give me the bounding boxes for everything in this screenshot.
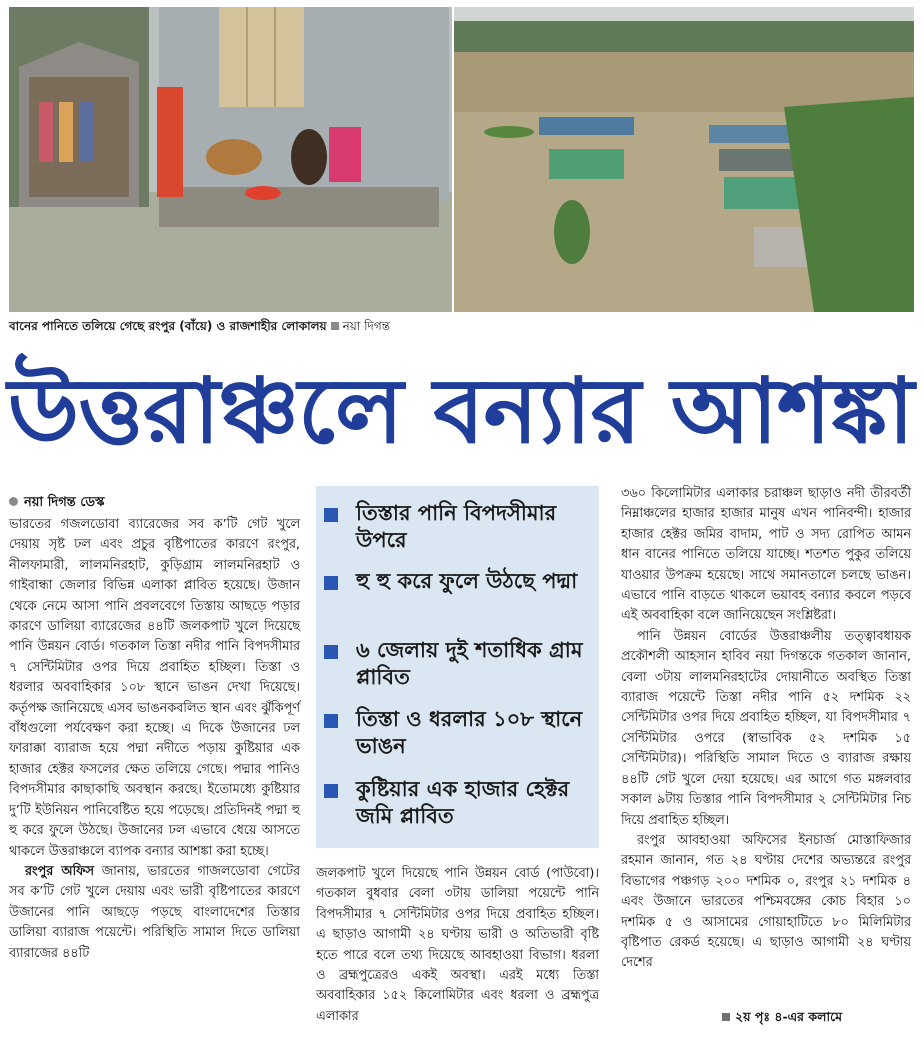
column3-paragraph-3: রংপুর আবহাওয়া অফিসের ইনচার্জ মোস্তাফিজার রহমান জানান, গত ২৪ ঘণ্টায় দেশের অভ্যন্তরে রংপুর বিভাগের পঞ্চগড় ২০০ দশমিক ০, রংপুর ২১ দশমিক ৪ এবং উজানে ভারতের পশ্চিমবঙ্গের কোচ বিহার ১০ দশমিক ৫ ও আসামের গোয়াহাটিতে ৮০ মিলিমিটার বৃষ্টিপাত রেকর্ড হয়েছে। এ ছাড়াও আগামী ২৪ ঘণ্টায় দেশের bbox=[621, 832, 911, 971]
square-bullet-icon bbox=[324, 508, 338, 522]
highlight-text: হু হু করে ফুলে উঠছে পদ্মা bbox=[356, 569, 578, 593]
column1-office-label: রংপুর অফিস bbox=[25, 863, 94, 879]
square-bullet-icon bbox=[324, 714, 338, 728]
continued-on-page bbox=[722, 1009, 842, 1029]
caption-source: নয়া দিগন্ত bbox=[342, 319, 390, 333]
highlights-box bbox=[316, 486, 599, 848]
byline-text: নয়া দিগন্ত ডেস্ক bbox=[24, 495, 105, 510]
caption-separator-square bbox=[331, 322, 339, 330]
column2-paragraph: জলকপাট খুলে দিয়েছে পানি উন্নয়ন বোর্ড (পাউবো)। গতকাল বুধবার বেলা ৩টায় ডালিয়া পয়েন্টে পানি বিপদসীমার ৭ সেন্টিমিটার ওপর দিয়ে প্রবাহিত হচ্ছিল। এ ছাড়াও আগামী ২৪ ঘণ্টায় ভারী ও অতিভারী বৃষ্টি হতে পারে বলে তথ্য দিয়েছে আবহাওয়া বিভাগ। ধরলা ও ব্রহ্মপুত্রেরও একই অবস্থা। এরই মধ্যে তিস্তা অববাহিকার ১৫২ কিলোমিটার এবং ধরলা ও ব্রহ্মপুত্র এলাকার bbox=[316, 866, 599, 1024]
byline bbox=[9, 493, 104, 514]
photo-rangpur-flood bbox=[9, 7, 452, 312]
article-column-3 bbox=[621, 484, 911, 974]
square-bullet-icon bbox=[324, 576, 338, 590]
photo-strip bbox=[9, 7, 914, 312]
article-column-1 bbox=[9, 515, 300, 964]
column1-paragraph-2 bbox=[9, 862, 300, 964]
highlight-item bbox=[324, 500, 594, 554]
caption-text: বানের পানিতে তলিয়ে গেছে রংপুর (বাঁয়ে) ও রাজশাহীর লোকালয় bbox=[9, 319, 327, 333]
continued-square-icon bbox=[722, 1013, 730, 1021]
photo-rajshahi-flood bbox=[454, 7, 914, 312]
highlight-item bbox=[324, 637, 594, 691]
highlight-text: ৬ জেলায় দুই শতাধিক গ্রাম প্লাবিত bbox=[356, 638, 583, 689]
column3-paragraph-1: ৩৬০ কিলোমিটার এলাকার চরাঞ্চল ছাড়াও নদী তীরবর্তী নিম্নাঞ্চলের হাজার হাজার মানুষ এখন পানিবন্দী। হাজার হাজার হেক্টর জমির বাদাম, পাট ও সদ্য রোপিত আমন ধান বানের পানিতে তলিয়ে যাচ্ছে। শতশত পুকুর তলিয়ে যাওয়ার উপক্রম হয়েছে। সাথে সমানতালে চলছে ভাঙন। এভাবে পানি বাড়তে থাকলে ভয়াবহ বন্যার কবলে পড়বে এই অববাহিকা বলে জানিয়েছেন সংশ্লিষ্টরা। bbox=[621, 486, 911, 624]
highlight-text: তিস্তা ও ধরলার ১০৮ স্থানে ভাঙন bbox=[356, 707, 583, 758]
square-bullet-icon bbox=[324, 645, 338, 659]
highlight-text: কুষ্টিয়ার এক হাজার হেক্টর জমি প্লাবিত bbox=[356, 777, 570, 828]
highlight-item bbox=[324, 568, 594, 595]
highlight-item bbox=[324, 776, 594, 830]
column3-paragraph-2: পানি উন্নয়ন বোর্ডের উত্তরাঞ্চলীয় তত্ত্বাবধায়ক প্রকৌশলী আহসান হাবিব নয়া দিগন্তকে গতকাল জানান, বেলা ৩টায় লালমনিরহাটের দোয়ানীতে অবস্থিত তিস্তা ব্যারাজ পয়েন্টে তিস্তা নদীর পানি ৫২ দশমিক ২২ সেন্টিমিটার ওপর দিয়ে প্রবাহিত হচ্ছিল, যা বিপদসীমার ৭ সেন্টিমিটার ওপরে (স্বাভাবিক ৫২ দশমিক ১৫ সেন্টিমিটার)। পরিস্থিতি সামাল দিতে ও ব্যারাজ রক্ষায় ৪৪টি গেট খুলে দেয়া হয়েছে। এর আগে গত মঙ্গলবার সকাল ৯টায় তিস্তার পানি বিপদসীমার ২ সেন্টিমিটার নিচ দিয়ে প্রবাহিত হচ্ছিল। bbox=[621, 628, 911, 828]
square-bullet-icon bbox=[324, 784, 338, 798]
column1-paragraph-2-text: জানায়, ভারতের গাজলডোবা গেটের সব ক’টি গেট খুলে দেয়ায় এবং ভারী বৃষ্টিপাতের কারণে উজানের পানি আছড়ে পড়ছে বাংলাদেশের তিস্তার ডালিয়া ব্যারাজ পয়েন্টে। পরিস্থিতি সামাল দিতে ডালিয়া ব্যারাজের ৪৪টি bbox=[9, 863, 300, 961]
highlight-text: তিস্তার পানি বিপদসীমার উপরে bbox=[356, 501, 557, 552]
highlight-item bbox=[324, 706, 594, 760]
byline-dot-icon bbox=[9, 497, 18, 506]
photo-caption bbox=[9, 318, 709, 338]
column1-paragraph-1: ভারতের গজলডোবা ব্যারেজের সব ক’টি গেট খুলে দেয়ায় সৃষ্ট ঢল এবং প্রচুর বৃষ্টিপাতের কারণে রংপুর, নীলফামারী, লালমনিরহাট, কুড়িগ্রাম লালমনিরহাট ও গাইবান্ধা জেলার বিভিন্ন এলাকা প্লাবিত হয়েছে। উজান থেকে নেমে আসা পানি প্রবলবেগে তিস্তায় আছড়ে পড়ার কারণে ডালিয়া ব্যারেজের ৪৪টি জলকপাট খুলে দিয়েছে পানি উন্নয়ন বোর্ড। গতকাল তিস্তা নদীর পানি বিপদসীমার ৭ সেন্টিমিটার ওপর দিয়ে প্রবাহিত হচ্ছিল। তিস্তা ও ধরলার অববাহিকার ১০৮ স্থানে ভাঙন দেখা দিয়েছে। কর্তৃপক্ষ জানিয়েছে এসব ভাঙনকবলিত স্থান এবং ঝুঁকিপূর্ণ বাঁধগুলো পর্যবেক্ষণ করা হচ্ছে। এ দিকে উজানের ঢল ফারাক্কা ব্যারাজ হয়ে পদ্মা নদীতে পড়ায় কুষ্টিয়ার এক হাজার হেক্টর ফসলের ক্ষেত তলিয়ে গেছে। পদ্মার পানিও বিপদসীমার কাছাকাছি অবস্থান করছে। ইতোমধ্যে কুষ্টিয়ার দু’টি ইউনিয়ন পানিবেষ্টিত হয়ে পড়েছে। প্রতিদিনই পদ্মা হু হু করে ফুলে উঠছে। উজানের ঢল এভাবে ধেয়ে আসতে থাকলে উত্তরাঞ্চলে ব্যাপক বন্যার আশঙ্কা করা হচ্ছে। bbox=[9, 517, 300, 859]
article-column-2 bbox=[316, 864, 599, 1027]
continued-text: ২য় পৃঃ ৪-এর কলামে bbox=[735, 1009, 843, 1024]
headline: উত্তরাঞ্চলে বন্যার আশঙ্কা bbox=[7, 358, 914, 464]
